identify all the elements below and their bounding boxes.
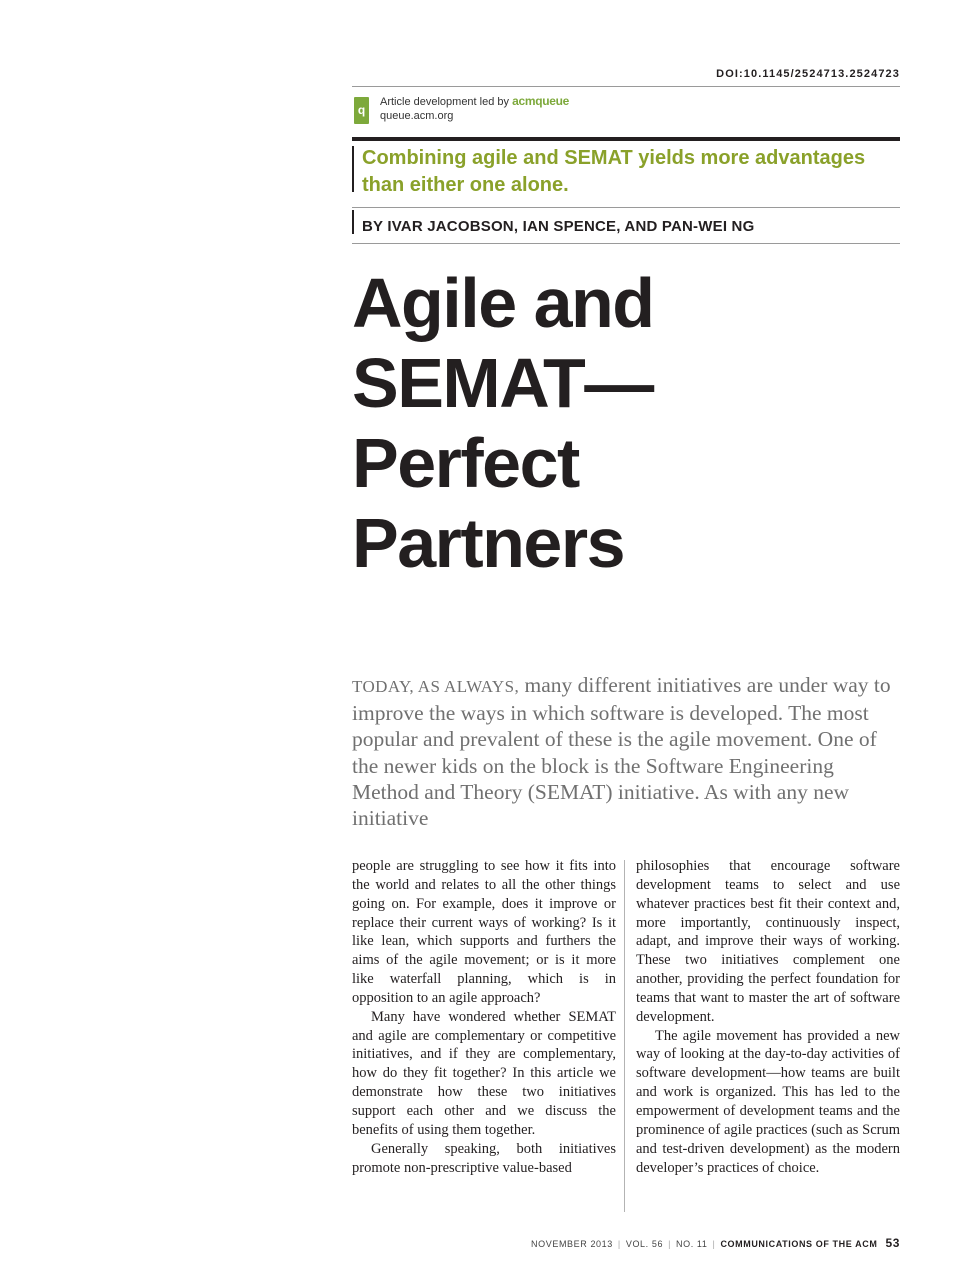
queue-url: queue.acm.org (380, 110, 454, 122)
deck-rule (352, 207, 900, 208)
article-title (352, 263, 892, 583)
body-column-left (352, 857, 616, 1177)
lead-text: many different initiatives are under way to improve the ways in which software is developed. The most popular and prevalent of these is the agile movement. One of the newer kids on the block is the Software Engineering Method and Theory (SEMAT) initiative. As with any new initiative (352, 673, 891, 831)
byline-rule (352, 243, 900, 244)
title-line: Partners (352, 504, 625, 582)
thick-rule (352, 137, 900, 141)
footer-volume: VOL. 56 (625, 1239, 664, 1249)
title-line: Perfect (352, 424, 579, 502)
top-rule (352, 86, 900, 87)
footer-number: NO. 11 (676, 1239, 708, 1249)
lead-smallcaps: TODAY, AS ALWAYS, (352, 677, 520, 696)
body-paragraph: Many have wondered whether SEMAT and agile are complementary or competitive initiatives, and if they are complementary, how do they fit together? In this article we demonstrate how these two initiatives support each other and we discuss the benefits of using them together. (352, 1008, 616, 1138)
title-line: Agile and (352, 264, 654, 342)
article-deck: Combining agile and SEMAT yields more advantages than either one alone. (362, 147, 866, 196)
credit-prefix: Article development led by (380, 96, 513, 108)
body-paragraph: The agile movement has provided a new way of looking at the day-to-day activities of software development—how teams are built and work is organized. This has led to the empowerment of development teams and the prominence of agile practices (such as Scrum and test-driven development) as the modern developer’s practices of choice. (636, 1027, 900, 1176)
acmqueue-logo: acmqueue (512, 94, 570, 108)
body-column-right (636, 857, 900, 1177)
footer-journal: COMMUNICATIONS OF THE ACM (720, 1239, 878, 1249)
title-line: SEMAT— (352, 344, 653, 422)
deck-accent-bar (352, 146, 354, 192)
acmqueue-q-icon: q (354, 97, 369, 124)
footer-separator: | (617, 1239, 621, 1249)
column-divider (624, 860, 625, 1212)
page-footer (400, 1236, 900, 1250)
lead-paragraph (352, 672, 900, 831)
doi-label: DOI:10.1145/2524713.2524723 (716, 68, 900, 80)
page-number: 53 (885, 1236, 900, 1250)
article-development-credit (380, 94, 569, 108)
byline: BY IVAR JACOBSON, IAN SPENCE, AND PAN-WEI NG (362, 218, 755, 235)
body-paragraph: people are struggling to see how it fits into the world and relates to all the other things going on. For example, does it improve or replace their current ways of working? Is it like lean, which supports and furthers the aims of the agile movement; or is it more like waterfall planning, which is in opposition to an agile approach? (352, 858, 616, 1006)
body-paragraph: philosophies that encourage software development teams to select and use whatever practices best fit their context and, more importantly, continuously inspect, adapt, and improve their ways of working. These two initiatives complement one another, providing the perfect foundation for teams that want to master the art of software development. (636, 858, 900, 1025)
footer-separator: | (668, 1239, 672, 1249)
footer-date: NOVEMBER 2013 (531, 1239, 613, 1249)
body-paragraph: Generally speaking, both initiatives promote non-prescriptive value-based (352, 1140, 616, 1176)
byline-accent-bar (352, 210, 354, 234)
footer-separator: | (712, 1239, 716, 1249)
